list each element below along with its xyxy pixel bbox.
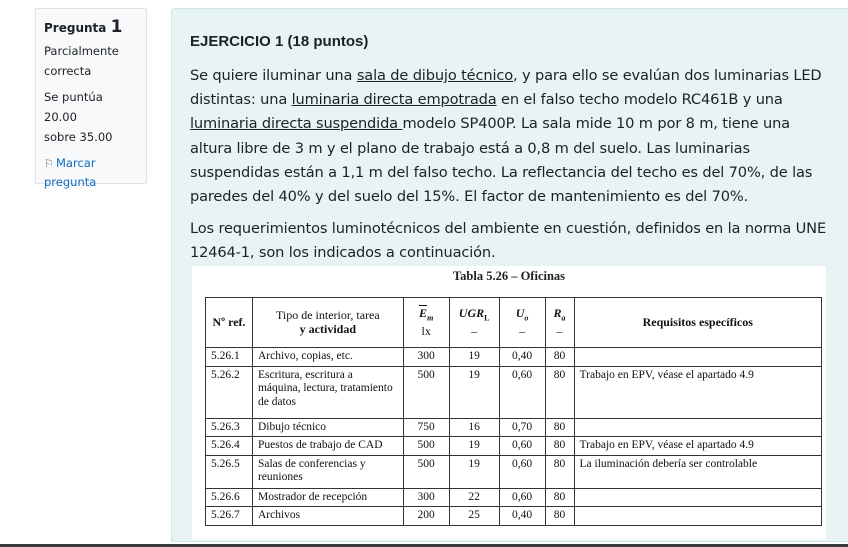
- cell-ugr: 16: [449, 418, 499, 437]
- cell-ugr: 19: [449, 437, 499, 456]
- question-label: Pregunta: [44, 21, 107, 35]
- cell-uo: 0,60: [499, 455, 545, 488]
- cell-em: 750: [403, 418, 449, 437]
- flag-question-link[interactable]: [44, 154, 138, 192]
- flag-line-2: pregunta: [44, 175, 97, 189]
- header-em: $\overline{E}_m$ lx: [403, 298, 449, 348]
- cell-tipo: Dibujo técnico: [252, 418, 403, 437]
- cell-ra: 80: [545, 366, 574, 418]
- question-paragraph-1: [190, 64, 828, 209]
- cell-ugr: 22: [449, 488, 499, 507]
- table-row: [206, 418, 822, 437]
- cell-uo: 0,40: [499, 348, 545, 367]
- cell-ref: 5.26.2: [206, 366, 253, 418]
- table-row: [206, 455, 822, 488]
- header-uo: $U_o$ –: [499, 298, 545, 348]
- table-row: [206, 348, 822, 367]
- requirements-table: [205, 297, 822, 526]
- cell-em: 500: [403, 455, 449, 488]
- cell-em: 300: [403, 348, 449, 367]
- p1-underlined-1: sala de dibujo técnico: [356, 67, 514, 84]
- cell-uo: 0,40: [499, 507, 545, 526]
- question-paragraph-2: Los requerimientos luminotécnicos del ambiente en cuestión, definidos en la norma UNE 12464-1, son los indicados a continuación.: [190, 220, 827, 262]
- flag-line-1: Marcar: [56, 156, 96, 170]
- question-state: [44, 41, 138, 81]
- requirements-table-image: [192, 266, 826, 540]
- cell-ref: 5.26.3: [206, 418, 253, 437]
- cell-tipo: Escritura, escritura a máquina, lectura, tratamiento de datos: [252, 366, 403, 418]
- cell-em: 500: [403, 437, 449, 456]
- cell-req: [574, 418, 821, 437]
- cell-em: 200: [403, 507, 449, 526]
- header-tipo: Tipo de interior, tarea y actividad: [252, 298, 403, 348]
- cell-req: [574, 348, 821, 367]
- cell-tipo: Archivos: [252, 507, 403, 526]
- cell-ra: 80: [545, 418, 574, 437]
- question-content: [171, 8, 848, 542]
- state-line-1: Parcialmente: [44, 44, 119, 58]
- table-row: [206, 437, 822, 456]
- cell-ugr: 25: [449, 507, 499, 526]
- cell-uo: 0,60: [499, 437, 545, 456]
- cell-uo: 0,70: [499, 418, 545, 437]
- cell-req: [574, 507, 821, 526]
- table-header-row: [206, 298, 822, 348]
- table-row: [206, 507, 822, 526]
- cell-ref: 5.26.7: [206, 507, 253, 526]
- exercise-title: EJERCICIO 1 (18 puntos): [190, 33, 369, 50]
- grade-line-1: Se puntúa 20.00: [44, 90, 103, 124]
- cell-uo: 0,60: [499, 366, 545, 418]
- cell-ugr: 19: [449, 348, 499, 367]
- cell-tipo: Puestos de trabajo de CAD: [252, 437, 403, 456]
- cell-em: 300: [403, 488, 449, 507]
- question-number-heading: [44, 17, 138, 37]
- p1-underlined-3: luminaria directa suspendida: [190, 115, 403, 133]
- p1-text-1: Se quiere iluminar una: [190, 67, 357, 84]
- question-grade: [44, 87, 138, 147]
- grade-line-2: sobre 35.00: [44, 130, 113, 144]
- cell-tipo: Archivo, copias, etc.: [252, 348, 403, 367]
- cell-tipo: Mostrador de recepción: [252, 488, 403, 507]
- table-title: Tabla 5.26 – Oficinas: [452, 269, 566, 283]
- p1-text-3: en el falso techo modelo RC461B y una: [496, 91, 783, 109]
- cell-req: [574, 488, 821, 507]
- cell-ra: 80: [545, 437, 574, 456]
- cell-ref: 5.26.6: [206, 488, 253, 507]
- header-requisitos: Requisitos específicos: [574, 298, 821, 348]
- cell-em: 500: [403, 366, 449, 418]
- cell-ra: 80: [545, 348, 574, 367]
- cell-ref: 5.26.5: [206, 455, 253, 488]
- cell-ra: 80: [545, 507, 574, 526]
- header-ugr: $UGR_L$ –: [449, 298, 499, 348]
- cell-ref: 5.26.1: [206, 348, 253, 367]
- table-row: [206, 488, 822, 507]
- cell-req: Trabajo en EPV, véase el apartado 4.9: [574, 366, 821, 418]
- header-ra: $R_a$ –: [545, 298, 574, 348]
- cell-req: Trabajo en EPV, véase el apartado 4.9: [574, 437, 821, 456]
- cell-ref: 5.26.4: [206, 437, 253, 456]
- p1-text-4: modelo SP400P. La sala mide 10 m por 8 m, tiene una altura libre de 3 m y el plano de trabajo está a 0,8 m del suelo. Las luminarias suspendidas están a 1,1 m del falso techo. La reflectancia del techo es del 70%, de las paredes del 40% y del suelo del 15%. El factor de mantenimiento es del 70%.: [190, 115, 813, 206]
- cell-uo: 0,60: [499, 488, 545, 507]
- state-line-2: correcta: [44, 64, 92, 78]
- flag-icon: ⚐: [44, 157, 54, 170]
- cell-tipo: Salas de conferencias y reuniones: [252, 455, 403, 488]
- header-ref: Nº ref.: [206, 298, 253, 348]
- question-info-panel: [35, 8, 147, 189]
- p1-underlined-2: luminaria directa empotrada: [291, 91, 497, 109]
- cell-ugr: 19: [449, 366, 499, 418]
- p1-text-2: , y para ello se evalúan dos luminarias LED distintas: una: [190, 67, 822, 109]
- cell-ugr: 19: [449, 455, 499, 488]
- cell-ra: 80: [545, 455, 574, 488]
- cell-req: La iluminación debería ser controlable: [574, 455, 821, 488]
- table-row: [206, 366, 822, 418]
- question-number: 1: [110, 17, 123, 37]
- cell-ra: 80: [545, 488, 574, 507]
